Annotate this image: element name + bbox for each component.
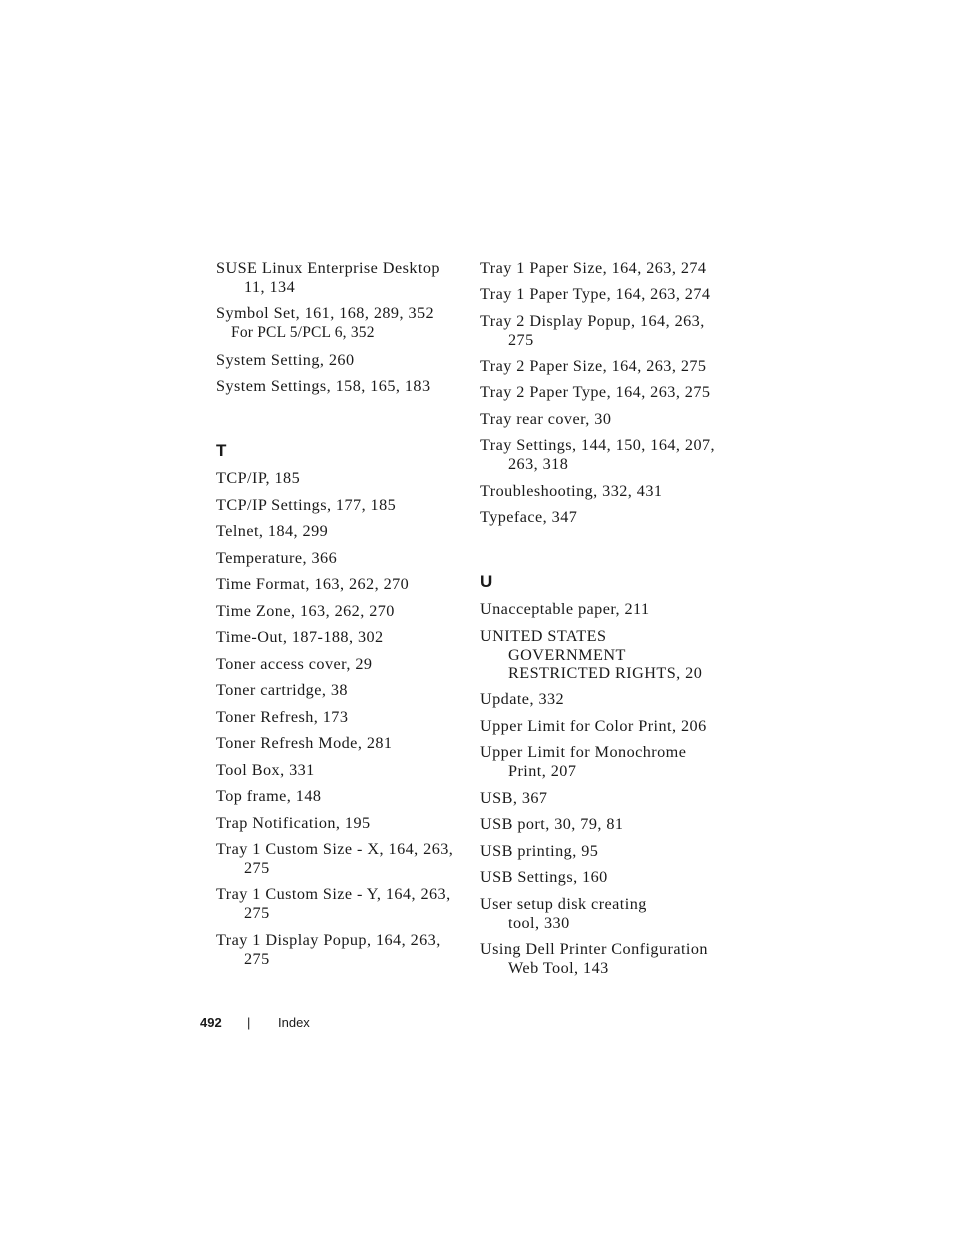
- index-entry: Tray Settings, 144, 150, 164, 207, 263, 318: [480, 436, 716, 473]
- index-entry: Tray 1 Paper Size, 164, 263, 274: [480, 259, 707, 277]
- index-entry: Tray 1 Custom Size - Y, 164, 263, 275: [216, 885, 451, 922]
- index-entry: User setup disk creating tool, 330: [480, 895, 647, 932]
- index-entry: USB, 367: [480, 789, 548, 807]
- index-entry: Trap Notification, 195: [216, 814, 371, 832]
- index-entry: Tray 1 Custom Size - X, 164, 263, 275: [216, 840, 454, 877]
- index-subentry: For PCL 5/PCL 6, 352: [231, 324, 375, 341]
- index-entry: Toner access cover, 29: [216, 655, 373, 673]
- index-entry: Tray 1 Paper Type, 164, 263, 274: [480, 285, 711, 303]
- index-entry: System Settings, 158, 165, 183: [216, 377, 431, 395]
- index-entry: USB Settings, 160: [480, 868, 608, 886]
- index-entry: Tray 2 Display Popup, 164, 263, 275: [480, 312, 705, 349]
- index-entry: Time-Out, 187-188, 302: [216, 628, 384, 646]
- footer-separator: |: [247, 1015, 251, 1030]
- index-entry: Troubleshooting, 332, 431: [480, 482, 663, 500]
- index-entry: Unacceptable paper, 211: [480, 600, 650, 618]
- index-entry: Time Format, 163, 262, 270: [216, 575, 410, 593]
- index-entry: Symbol Set, 161, 168, 289, 352: [216, 304, 435, 322]
- index-entry: System Setting, 260: [216, 351, 355, 369]
- index-entry: Toner Refresh Mode, 281: [216, 734, 393, 752]
- index-entry: TCP/IP Settings, 177, 185: [216, 496, 397, 514]
- index-entry: Tray 1 Display Popup, 164, 263, 275: [216, 931, 441, 968]
- index-entry: Typeface, 347: [480, 508, 578, 526]
- index-entry: Tray 2 Paper Type, 164, 263, 275: [480, 383, 711, 401]
- index-entry: Using Dell Printer Configuration Web Tool, 143: [480, 940, 708, 977]
- section-heading-t: T: [216, 441, 227, 460]
- index-entry: USB printing, 95: [480, 842, 599, 860]
- section-heading-u: U: [480, 572, 493, 591]
- index-entry: Tool Box, 331: [216, 761, 315, 779]
- index-entry: USB port, 30, 79, 81: [480, 815, 624, 833]
- index-entry: SUSE Linux Enterprise Desktop 11, 134: [216, 259, 440, 296]
- index-entry: Tray rear cover, 30: [480, 410, 612, 428]
- index-entry: UNITED STATES GOVERNMENT RESTRICTED RIGHTS, 20: [480, 627, 703, 682]
- page-number: 492: [200, 1015, 222, 1030]
- index-entry: Toner cartridge, 38: [216, 681, 348, 699]
- index-entry: Tray 2 Paper Size, 164, 263, 275: [480, 357, 707, 375]
- index-entry: Top frame, 148: [216, 787, 322, 805]
- index-entry: Upper Limit for Monochrome Print, 207: [480, 743, 687, 780]
- index-entry: Telnet, 184, 299: [216, 522, 329, 540]
- index-entry: Upper Limit for Color Print, 206: [480, 717, 707, 735]
- index-entry: Temperature, 366: [216, 549, 338, 567]
- index-entry: Toner Refresh, 173: [216, 708, 349, 726]
- index-entry: Time Zone, 163, 262, 270: [216, 602, 395, 620]
- index-entry: Update, 332: [480, 690, 565, 708]
- footer-section-title: Index: [278, 1015, 310, 1030]
- index-entry: TCP/IP, 185: [216, 469, 301, 487]
